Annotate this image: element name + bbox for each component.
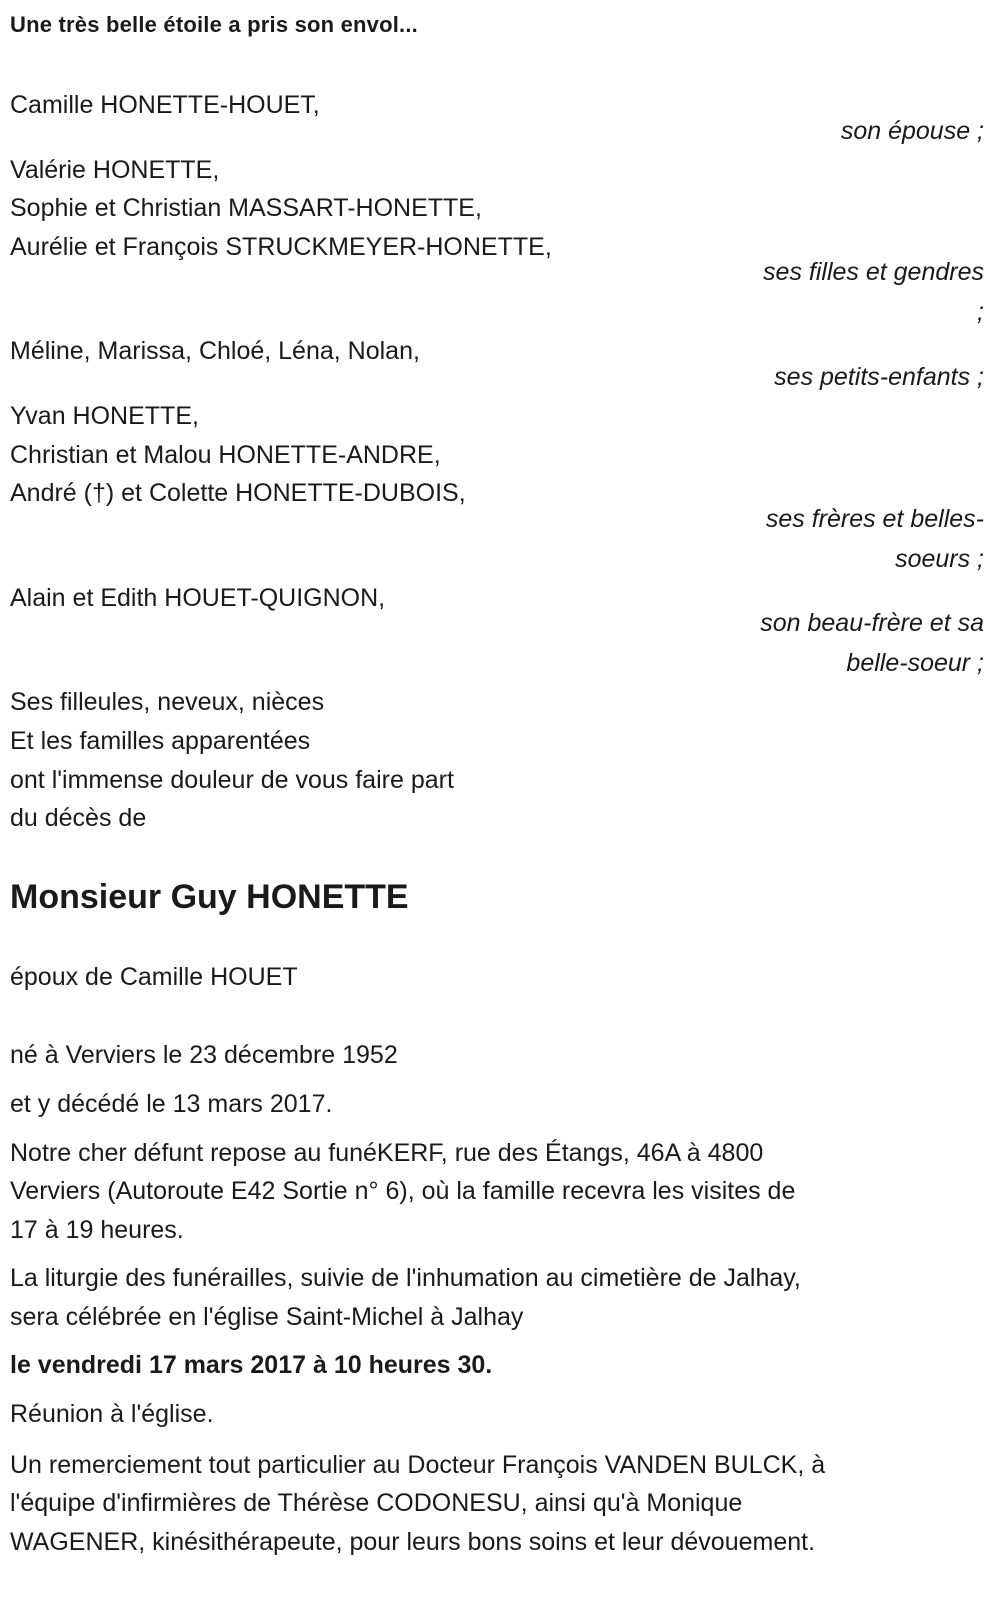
relation-label: ses filles et gendres <box>763 258 984 287</box>
relation-label: ses petits-enfants ; <box>774 362 984 391</box>
relation-label: ses frères et belles- <box>765 504 984 533</box>
family-name-line: Méline, Marissa, Chloé, Léna, Nolan, <box>10 337 420 366</box>
announcement-line: Ses filleules, neveux, nièces <box>10 688 325 717</box>
announcement-line: du décès de <box>10 804 147 833</box>
relation-label: ; <box>977 298 984 327</box>
death-line: et y décédé le 13 mars 2017. <box>10 1089 333 1118</box>
thanks-line: Un remerciement tout particulier au Docteur François VANDEN BULCK, à <box>10 1450 826 1479</box>
liturgy-line: sera célébrée en l'église Saint-Michel à Jalhay <box>10 1302 524 1331</box>
announcement <box>10 683 984 837</box>
family-group-grandchildren <box>10 332 984 397</box>
repose-line: Verviers (Autoroute E42 Sortie n° 6), où la famille recevra les visites de <box>10 1177 796 1206</box>
repose-line: 17 à 19 heures. <box>10 1215 184 1244</box>
family-name-line: Aurélie et François STRUCKMEYER-HONETTE, <box>10 232 552 261</box>
family-group-siblings <box>10 397 984 579</box>
relation-label: son épouse ; <box>840 116 984 145</box>
family-name-line: Camille HONETTE-HOUET, <box>10 91 320 119</box>
family-group-in-laws <box>10 579 984 684</box>
family-name-line: Sophie et Christian MASSART-HONETTE, <box>10 194 482 223</box>
birth-line: né à Verviers le 23 décembre 1952 <box>10 1041 398 1070</box>
announcement-line: Et les familles apparentées <box>10 726 311 755</box>
thanks-paragraph <box>10 1446 984 1562</box>
meeting-line: Réunion à l'église. <box>10 1400 214 1429</box>
deceased-name: Monsieur Guy HONETTE <box>10 877 409 916</box>
relation-label: belle-soeur ; <box>846 649 984 678</box>
family-name-line: Alain et Edith HOUET-QUIGNON, <box>10 583 386 612</box>
family-name-line: André (†) et Colette HONETTE-DUBOIS, <box>10 479 466 508</box>
family-name-line: Yvan HONETTE, <box>10 401 199 430</box>
relation-label: soeurs ; <box>895 544 984 573</box>
ceremony-datetime: le vendredi 17 mars 2017 à 10 heures 30. <box>10 1351 493 1380</box>
repose-line: Notre cher défunt repose au funéKERF, rue des Étangs, 46A à 4800 <box>10 1138 764 1167</box>
thanks-line: l'équipe d'infirmières de Thérèse CODONESU, ainsi qu'à Monique <box>10 1489 743 1518</box>
family-group-daughters <box>10 151 984 333</box>
family-list <box>10 86 984 683</box>
family-group-spouse <box>10 86 984 151</box>
announcement-line: ont l'immense douleur de vous faire part <box>10 765 454 794</box>
opening-line: Une très belle étoile a pris son envol... <box>10 12 418 37</box>
liturgy-paragraph <box>10 1259 984 1336</box>
relation-label: son beau-frère et sa <box>760 609 984 638</box>
repose-paragraph <box>10 1134 984 1250</box>
family-name-line: Christian et Malou HONETTE-ANDRE, <box>10 440 441 469</box>
spouse-line: époux de Camille HOUET <box>10 962 298 991</box>
liturgy-line: La liturgie des funérailles, suivie de l'inhumation au cimetière de Jalhay, <box>10 1264 801 1293</box>
family-name-line: Valérie HONETTE, <box>10 155 220 184</box>
thanks-line: WAGENER, kinésithérapeute, pour leurs bons soins et leur dévouement. <box>10 1527 816 1556</box>
